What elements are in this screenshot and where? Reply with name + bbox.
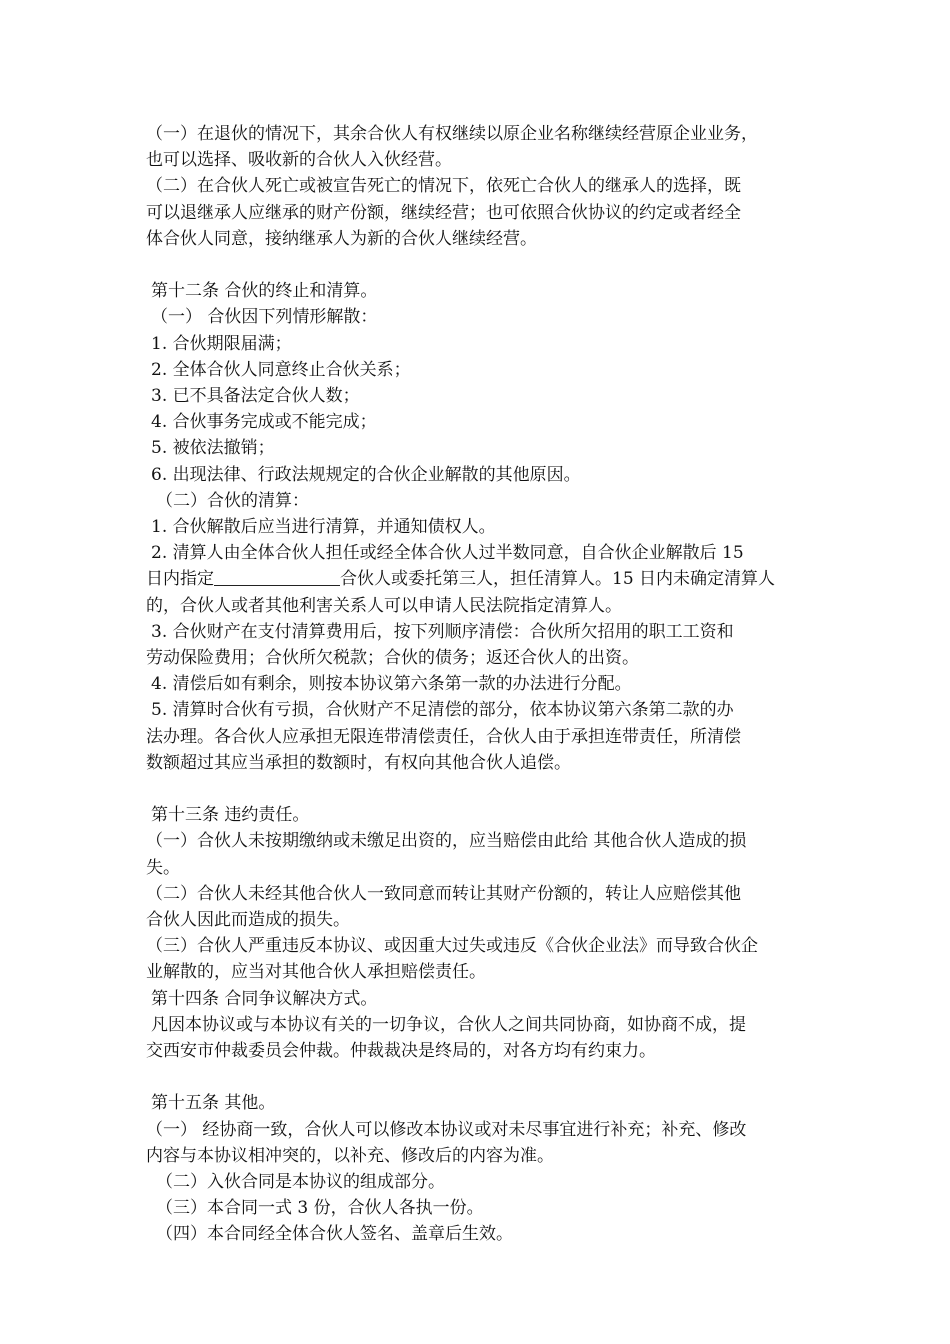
clause-1-line-1: （一）在退伙的情况下，其余合伙人有权继续以原企业名称继续经营原企业业务， — [146, 124, 758, 144]
article-13-section-2-line-1: （二）合伙人未经其他合伙人一致同意而转让其财产份额的，转让人应赔偿其他 — [146, 883, 741, 904]
blank-line — [146, 252, 816, 278]
article-14-paragraph-line-2: 交西安市仲裁委员会仲裁。仲裁裁决是终局的，对各方均有约束力。 — [146, 1041, 656, 1062]
article-12-section-1-item-5: 5. 被依法撤销； — [151, 438, 275, 459]
article-14-heading: 第十四条 合同争议解决方式。 — [151, 988, 378, 1009]
article-12-section-2-item-5-line-3: 数额超过其应当承担的数额时，有权向其他合伙人追偿。 — [146, 752, 571, 773]
article-13-heading: 第十三条 违约责任。 — [151, 805, 310, 826]
article-12-section-2-item-1: 1. 合伙解散后应当进行清算，并通知债权人。 — [151, 517, 496, 538]
article-12-section-2-item-3-line-1: 3. 合伙财产在支付清算费用后，按下列顺序清偿：合伙所欠招用的职工工资和 — [151, 621, 734, 642]
blank-line — [146, 1064, 816, 1090]
article-15-section-1-line-2: 内容与本协议相冲突的，以补充、修改后的内容为准。 — [146, 1145, 554, 1166]
clause-2-line-1: （二）在合伙人死亡或被宣告死亡的情况下，依死亡合伙人的继承人的选择，既 — [146, 176, 741, 197]
clause-2-line-3: 体合伙人同意，接纳继承人为新的合伙人继续经营。 — [146, 228, 537, 249]
article-12-section-1-item-1: 1. 合伙期限届满； — [151, 333, 292, 354]
article-15-heading: 第十五条 其他。 — [151, 1093, 276, 1114]
article-12-heading: 第十二条 合伙的终止和清算。 — [151, 281, 378, 302]
article-14-paragraph-line-1: 凡因本协议或与本协议有关的一切争议，合伙人之间共同协商，如协商不成，提 — [151, 1014, 746, 1035]
article-12-section-1-item-4: 4. 合伙事务完成或不能完成； — [151, 412, 377, 433]
text-fragment: 合伙人或委托第三人，担任清算人。15 日内未确定清算人 — [340, 569, 776, 590]
article-15-section-2: （二）入伙合同是本协议的组成部分。 — [156, 1172, 445, 1193]
article-12-section-1: （一） 合伙因下列情形解散： — [151, 307, 378, 328]
article-12-section-1-item-2: 2. 全体合伙人同意终止合伙关系； — [151, 359, 411, 380]
clause-2-line-2: 可以退继承人应继承的财产份额，继续经营；也可依照合伙协议的约定或者经全 — [146, 202, 741, 223]
document-page — [146, 121, 816, 1248]
article-12-section-2-item-4: 4. 清偿后如有剩余，则按本协议第六条第一款的办法进行分配。 — [151, 674, 632, 695]
blank-line — [146, 776, 816, 802]
article-13-section-1-line-1: （一）合伙人未按期缴纳或未缴足出资的，应当赔偿由此给 其他合伙人造成的损 — [146, 831, 747, 852]
article-12-section-2-item-2-line-1: 2. 清算人由全体合伙人担任或经全体合伙人过半数同意，自合伙企业解散后 15 — [151, 543, 744, 564]
text-fragment: 日内指定 — [146, 569, 214, 590]
article-12-section-2-item-5-line-2: 法办理。各合伙人应承担无限连带清偿责任，合伙人由于承担连带责任，所清偿 — [146, 726, 741, 747]
article-12-section-2-item-3-line-2: 劳动保险费用；合伙所欠税款；合伙的债务；返还合伙人的出资。 — [146, 648, 639, 669]
article-13-section-1-line-2: 失。 — [146, 857, 180, 878]
article-12-section-2-item-2-line-2 — [146, 566, 816, 592]
fill-in-blank — [214, 568, 340, 586]
article-15-section-4: （四）本合同经全体合伙人签名、盖章后生效。 — [156, 1224, 513, 1245]
article-12-section-1-item-6: 6. 出现法律、行政法规规定的合伙企业解散的其他原因。 — [151, 464, 581, 485]
article-13-section-2-line-2: 合伙人因此而造成的损失。 — [146, 910, 350, 931]
article-15-section-3: （三）本合同一式 3 份，合伙人各执一份。 — [156, 1198, 484, 1219]
article-13-section-3-line-1: （三）合伙人严重违反本协议、或因重大过失或违反《合伙企业法》而导致合伙企 — [146, 936, 758, 957]
article-15-section-1-line-1: （一） 经协商一致，合伙人可以修改本协议或对未尽事宜进行补充；补充、修改 — [146, 1119, 747, 1140]
clause-1-line-2: 也可以选择、吸收新的合伙人入伙经营。 — [146, 150, 452, 171]
article-12-section-2: （二）合伙的清算： — [156, 490, 309, 511]
article-12-section-2-item-2-line-3: 的，合伙人或者其他利害关系人可以申请人民法院指定清算人。 — [146, 595, 622, 616]
article-12-section-2-item-5-line-1: 5. 清算时合伙有亏损，合伙财产不足清偿的部分，依本协议第六条第二款的办 — [151, 700, 734, 721]
article-13-section-3-line-2: 业解散的，应当对其他合伙人承担赔偿责任。 — [146, 962, 486, 983]
article-12-section-1-item-3: 3. 已不具备法定合伙人数； — [151, 386, 360, 407]
